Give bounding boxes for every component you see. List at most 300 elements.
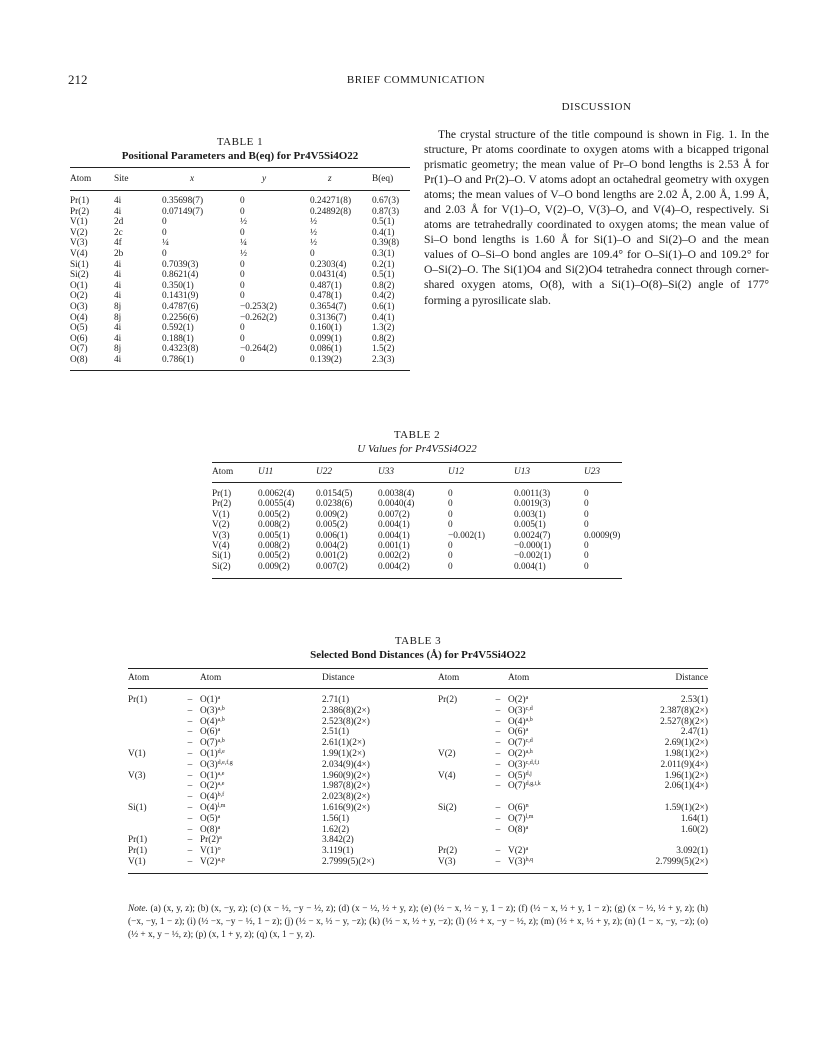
table-1-cell: 0.4323(8) bbox=[162, 344, 199, 355]
table-2-cell: 0 bbox=[448, 489, 453, 499]
table-3-cell: – bbox=[187, 695, 193, 705]
table-1-cell: 0.24892(8) bbox=[310, 206, 352, 217]
symmetry-code: a bbox=[217, 727, 221, 734]
table-3-cell: – bbox=[187, 813, 193, 824]
table-3-cell: 2.51(1) bbox=[322, 727, 350, 738]
table-3-cell: – bbox=[495, 770, 501, 781]
table-3-cell bbox=[200, 825, 322, 836]
table-1-cell: 0 bbox=[240, 259, 245, 270]
table-3-cell: – bbox=[187, 802, 193, 813]
table-1-caption-block bbox=[70, 135, 410, 163]
table-2-cell: 0.0024(7) bbox=[514, 530, 551, 541]
table-1-cell: 0.139(2) bbox=[310, 354, 342, 365]
table-3-cell bbox=[128, 760, 180, 771]
table-row bbox=[128, 825, 708, 836]
table-3-cell bbox=[128, 792, 180, 803]
table-2-cell: 0.0038(4) bbox=[378, 489, 415, 499]
table-3-cell: 2.7999(5)(2×) bbox=[322, 856, 375, 867]
table-3-cell bbox=[438, 760, 488, 771]
table-2-col-header: U23 bbox=[584, 467, 601, 477]
table-3-cell bbox=[200, 803, 322, 814]
table-3-cell: 3.119(1) bbox=[322, 846, 354, 857]
table-1-cell: O(7) bbox=[70, 344, 88, 355]
table-1-cell: 0.4(2) bbox=[372, 291, 395, 302]
table-3-cell: 2.53(1) bbox=[680, 695, 708, 705]
table-row bbox=[70, 313, 410, 324]
table-1-cell: 0.592(1) bbox=[162, 323, 194, 334]
table-1-cell: 0 bbox=[240, 270, 245, 281]
table-1-cell: ¼ bbox=[162, 238, 169, 249]
table-3-cell: – bbox=[187, 759, 193, 770]
table-3-cell: – bbox=[187, 716, 193, 727]
table-3-cell: 2.387(8)(2×) bbox=[660, 705, 708, 716]
table-2-col-header: U33 bbox=[378, 467, 395, 477]
table-3-atom: O(5) bbox=[200, 813, 218, 824]
symmetry-code: a,e bbox=[217, 770, 225, 777]
table-3-cell bbox=[508, 792, 608, 803]
table-3-cell bbox=[508, 803, 608, 814]
table-3-cell: 1.987(8)(2×) bbox=[322, 781, 370, 792]
symmetry-code: c,d,f,i bbox=[525, 759, 540, 766]
table-3-cell bbox=[508, 706, 608, 717]
table-1-col-header: y bbox=[262, 174, 267, 184]
table-2-label: TABLE 2 bbox=[393, 429, 441, 441]
table-2-col-header: U22 bbox=[316, 467, 333, 477]
table-row bbox=[128, 835, 708, 846]
table-3-cell: – bbox=[187, 781, 193, 792]
discussion-heading: DISCUSSION bbox=[561, 101, 632, 113]
table-1-cell: Si(2) bbox=[70, 270, 89, 281]
table-1-cell: 4i bbox=[114, 206, 122, 217]
table-3-cell: 1.616(9)(2×) bbox=[322, 802, 370, 813]
table-3-atom: O(7) bbox=[200, 738, 218, 749]
table-row bbox=[128, 727, 708, 738]
table-row bbox=[70, 207, 410, 218]
table-row bbox=[128, 857, 708, 873]
symmetry-code: h,q bbox=[525, 856, 534, 863]
table-1-cell: Pr(1) bbox=[70, 196, 90, 206]
table-row bbox=[70, 270, 410, 281]
table-row bbox=[212, 541, 622, 551]
table-3-cell: 3.092(1) bbox=[676, 846, 708, 857]
table-3-atom: O(6) bbox=[508, 802, 526, 813]
table-3-cell bbox=[200, 792, 322, 803]
table-1-cell: 0 bbox=[240, 354, 245, 365]
table-2-cell: 0.0009(9) bbox=[584, 530, 621, 541]
table-3-cell bbox=[488, 792, 508, 803]
table-3-cell bbox=[508, 825, 608, 836]
table-3-cell: V(2) bbox=[438, 748, 456, 759]
table-2-cell: Pr(2) bbox=[212, 499, 232, 510]
table-3-atom: O(8) bbox=[508, 824, 526, 835]
table-1-cell: 0.350(1) bbox=[162, 280, 194, 291]
table-1-cell: V(1) bbox=[70, 217, 88, 228]
symmetry-code: c,d bbox=[525, 738, 533, 745]
symmetry-code: a bbox=[219, 835, 222, 842]
table-2-cell: 0.009(2) bbox=[316, 509, 348, 520]
table-3-caption: Selected Bond Distances (Å) for Pr4V5Si4O22 bbox=[310, 649, 526, 661]
table-1-cell: 0.086(1) bbox=[310, 344, 342, 355]
table-3-cell bbox=[508, 857, 608, 873]
table-1-cell: V(4) bbox=[70, 248, 88, 259]
table-1-cell: Si(1) bbox=[70, 259, 89, 270]
table-3-atom: O(7) bbox=[508, 781, 526, 792]
table-3-note-text: (a) (x, y, z); (b) (x, −y, z); (c) (x − ½, −y − ½, z); (d) (x − ½, ½ + y, z); (e) (½ − x, ½ − y, 1 − z); (f) (½ − x, ½ + y, 1 − z); (g) (x − ½, ½ + y, z); (h) (−x, −y, 1 − z); (i) (½ −x, −y − ½, 1 − z); (j) (½ − x, ½ − y, −z); (k) (½ − x, ½ + y, −z); (l) (½ + x, −y − ½, z); (m) (½ + x, ½ + y, z); (n) (1 − x, −y, −z); (o) (½ + x, y − ½, z); (p) (x, 1 + y, z); (q) (x, 1 − y, z). bbox=[128, 904, 708, 940]
table-1-cell: 4i bbox=[114, 323, 122, 334]
table-3 bbox=[128, 634, 708, 874]
table-3-cell: – bbox=[187, 727, 193, 738]
table-2-grid bbox=[212, 462, 622, 579]
table-1-cell: 0.188(1) bbox=[162, 333, 194, 344]
table-1-cell: Pr(2) bbox=[70, 206, 90, 217]
table-2-cell: 0.0154(5) bbox=[316, 489, 353, 499]
table-2-cell: 0.005(2) bbox=[316, 520, 348, 531]
table-row bbox=[128, 803, 708, 814]
table-1-cell: V(2) bbox=[70, 227, 88, 238]
table-3-cell bbox=[508, 781, 608, 792]
table-2-cell: 0.005(1) bbox=[514, 520, 546, 531]
table-3-atom: O(7) bbox=[508, 813, 526, 824]
table-3-atom: V(1) bbox=[200, 846, 218, 857]
symmetry-code: l,m bbox=[525, 813, 534, 820]
table-3-cell: Pr(2) bbox=[438, 695, 458, 705]
table-2-col-header: Atom bbox=[212, 467, 234, 477]
table-1-cell: 4i bbox=[114, 291, 122, 302]
table-row bbox=[128, 792, 708, 803]
table-3-note-label: Note. bbox=[128, 904, 148, 914]
table-1-cell: 8j bbox=[114, 344, 122, 355]
table-3-cell bbox=[438, 717, 488, 728]
symmetry-code: a,p bbox=[217, 856, 225, 863]
table-2-cell: −0.000(1) bbox=[514, 541, 552, 552]
table-3-atom: V(2) bbox=[200, 856, 218, 867]
table-2-cell: 0 bbox=[584, 541, 589, 552]
table-2-cell: 0 bbox=[448, 541, 453, 552]
symmetry-code: c,d bbox=[525, 705, 533, 712]
table-1-cell: 0.487(1) bbox=[310, 280, 342, 291]
table-3-cell: 1.98(1)(2×) bbox=[664, 748, 708, 759]
table-2-cell: 0.007(2) bbox=[316, 561, 348, 572]
table-row bbox=[70, 281, 410, 292]
table-3-cell: – bbox=[495, 759, 501, 770]
table-1-cell: 0.8621(4) bbox=[162, 270, 199, 281]
symmetry-code: d,e bbox=[217, 748, 225, 755]
table-2-cell: 0.005(2) bbox=[258, 509, 290, 520]
table-1-cell: 0.6(1) bbox=[372, 301, 395, 312]
table-2-col-header: U11 bbox=[258, 467, 274, 477]
table-3-cell: 1.96(1)(2×) bbox=[664, 770, 708, 781]
table-1-caption: Positional Parameters and B(eq) for Pr4V5Si4O22 bbox=[121, 150, 359, 162]
table-1-col-header: z bbox=[328, 174, 332, 184]
table-3-label: TABLE 3 bbox=[394, 635, 442, 647]
table-3-cell bbox=[438, 706, 488, 717]
table-3-cell: V(4) bbox=[438, 770, 456, 781]
table-1-cell: 0.4(1) bbox=[372, 312, 395, 323]
table-3-cell bbox=[508, 689, 608, 706]
table-row bbox=[212, 483, 622, 500]
discussion-text: The crystal structure of the title compound is shown in Fig. 1. In the structure, Pr atoms coordinate to oxygen atoms with a bicapped trigonal prismatic geometry; the mean value of Pr–O bond lengths is 2.53 Å for Pr(1)–O and Pr(2)–O. V atoms adopt an octahedral geometry with oxygen atoms; the mean values of V–O bond lengths are 2.02 Å, 2.00 Å, 1.99 Å, and 2.03 Å for V(1)–O, V(2)–O, V(3)–O, and V(4)–O, respectively. Si atoms are tetrahedrally coordinated to oxygen atoms; the mean value of Si–O bond lengths is 1.60 Å for Si(1)–O and Si(2)–O and the mean values of O–Si–O bond angles are 109.4° for O–Si(1)–O and 109.2° for O–Si(2)–O. The Si(1)O4 and Si(2)O4 tetrahedra connect through corner-shared oxygen atoms, O(8), with a Si(1)–O(8)–Si(2) angle of 177° forming a pyrosilicate slab. bbox=[424, 128, 769, 307]
table-3-cell bbox=[508, 835, 608, 846]
discussion-section bbox=[424, 101, 769, 308]
table-3-cell: – bbox=[495, 856, 501, 867]
table-3-cell bbox=[128, 781, 180, 792]
table-3-cell bbox=[200, 727, 322, 738]
table-3-atom: O(3) bbox=[200, 759, 218, 770]
table-row bbox=[70, 291, 410, 302]
table-1-cell: 0 bbox=[162, 227, 167, 238]
table-row bbox=[212, 499, 622, 509]
table-3-cell bbox=[200, 857, 322, 873]
table-3-cell bbox=[508, 760, 608, 771]
table-3-cell: Si(1) bbox=[128, 802, 147, 813]
table-3-cell: – bbox=[495, 846, 501, 857]
table-3-cell: Pr(1) bbox=[128, 835, 148, 846]
table-2-cell: Pr(1) bbox=[212, 489, 232, 499]
table-1-cell: 8j bbox=[114, 312, 122, 323]
table-1-cell: 0 bbox=[240, 323, 245, 334]
table-1 bbox=[70, 135, 410, 371]
table-3-cell bbox=[508, 749, 608, 760]
table-1-cell: 2c bbox=[114, 227, 123, 238]
table-2-cell: 0.0062(4) bbox=[258, 489, 295, 499]
table-2-cell: Si(2) bbox=[212, 561, 231, 572]
page-number: 212 bbox=[68, 72, 88, 87]
table-3-cell: – bbox=[187, 705, 193, 716]
table-1-cell: ½ bbox=[310, 227, 317, 238]
table-3-cell bbox=[438, 738, 488, 749]
table-2-cell: 0 bbox=[584, 551, 589, 562]
symmetry-code: a bbox=[525, 695, 529, 701]
table-3-cell bbox=[438, 825, 488, 836]
symmetry-code: l,m bbox=[217, 802, 226, 809]
table-2-cell: 0.003(1) bbox=[514, 509, 546, 520]
table-3-cell: – bbox=[495, 824, 501, 835]
table-3-atom: O(3) bbox=[508, 759, 526, 770]
table-1-cell: V(3) bbox=[70, 238, 88, 249]
table-row bbox=[212, 562, 622, 579]
table-1-cell: 0.0431(4) bbox=[310, 270, 347, 281]
table-3-cell: 2.523(8)(2×) bbox=[322, 716, 370, 727]
table-3-cell bbox=[200, 846, 322, 857]
table-3-cell: Pr(1) bbox=[128, 695, 148, 705]
table-2-cell: 0.0238(6) bbox=[316, 499, 353, 510]
table-row bbox=[70, 355, 410, 370]
table-row bbox=[128, 846, 708, 857]
table-1-cell: 1.3(2) bbox=[372, 323, 395, 334]
table-1-cell: 0.5(1) bbox=[372, 217, 395, 228]
table-3-cell: – bbox=[495, 781, 501, 792]
table-1-cell: 0.67(3) bbox=[372, 196, 400, 206]
table-3-col-header: Atom bbox=[438, 673, 460, 683]
table-1-cell: 0.4787(6) bbox=[162, 301, 199, 312]
table-3-atom: O(1) bbox=[200, 748, 218, 759]
table-3-cell: 1.99(1)(2×) bbox=[322, 748, 366, 759]
symmetry-code: b,f bbox=[217, 792, 225, 799]
table-2-header-row bbox=[212, 463, 622, 483]
table-3-cell bbox=[508, 846, 608, 857]
symmetry-code: a bbox=[217, 824, 221, 831]
table-1-cell: 0.8(2) bbox=[372, 280, 395, 291]
table-3-cell bbox=[508, 717, 608, 728]
table-2-cell: 0.0019(3) bbox=[514, 499, 551, 510]
symmetry-code: a bbox=[525, 727, 529, 734]
table-1-cell: 0.160(1) bbox=[310, 323, 342, 334]
table-row bbox=[70, 249, 410, 260]
table-3-cell: – bbox=[495, 727, 501, 738]
table-1-cell: 2b bbox=[114, 248, 124, 259]
table-1-cell: 0 bbox=[240, 206, 245, 217]
table-3-cell bbox=[200, 814, 322, 825]
table-3-cell bbox=[508, 738, 608, 749]
table-2-cell: 0 bbox=[448, 520, 453, 531]
symmetry-code: a bbox=[217, 695, 221, 701]
table-3-cell bbox=[488, 835, 508, 846]
table-1-cell: O(8) bbox=[70, 354, 88, 365]
table-3-col-header: Atom bbox=[508, 673, 530, 683]
table-row bbox=[70, 238, 410, 249]
symmetry-code: a,e bbox=[217, 781, 225, 788]
table-1-cell: ¼ bbox=[240, 238, 247, 249]
table-2-cell: 0 bbox=[448, 499, 453, 510]
table-3-cell: – bbox=[187, 856, 193, 867]
table-1-cell: 0.2303(4) bbox=[310, 259, 347, 270]
table-1-cell: 1.5(2) bbox=[372, 344, 395, 355]
table-3-atom: O(4) bbox=[200, 792, 218, 803]
symmetry-code: a bbox=[525, 824, 529, 831]
table-3-atom: O(4) bbox=[508, 716, 526, 727]
table-2-cell: 0.009(2) bbox=[258, 561, 290, 572]
table-row bbox=[212, 551, 622, 561]
table-1-cell: ½ bbox=[240, 217, 247, 228]
table-3-cell: – bbox=[187, 738, 193, 749]
table-1-cell: 2d bbox=[114, 217, 124, 228]
table-1-cell: 0.478(1) bbox=[310, 291, 342, 302]
table-row bbox=[70, 191, 410, 207]
table-3-cell: 1.59(1)(2×) bbox=[664, 802, 708, 813]
table-1-cell: 0.1431(9) bbox=[162, 291, 199, 302]
table-3-cell: 2.7999(5)(2×) bbox=[655, 856, 708, 867]
table-1-cell: 0.7039(3) bbox=[162, 259, 199, 270]
table-1-cell: O(6) bbox=[70, 333, 88, 344]
table-2-cell: −0.002(1) bbox=[514, 551, 552, 562]
table-1-cell: 0.3(1) bbox=[372, 248, 395, 259]
running-head: BRIEF COMMUNICATION bbox=[346, 74, 486, 86]
table-3-cell bbox=[438, 835, 488, 846]
table-1-cell: O(1) bbox=[70, 280, 88, 291]
table-1-label: TABLE 1 bbox=[216, 136, 264, 148]
table-3-cell: Si(2) bbox=[438, 802, 457, 813]
symmetry-code: d,j bbox=[525, 770, 532, 777]
table-1-cell: 4i bbox=[114, 280, 122, 291]
table-2-cell: 0 bbox=[584, 489, 589, 499]
table-1-cell: 0.2256(6) bbox=[162, 312, 199, 323]
table-3-atom: V(2) bbox=[508, 846, 526, 857]
table-3-col-header: Atom bbox=[200, 673, 222, 683]
table-row bbox=[128, 781, 708, 792]
table-3-cell bbox=[438, 781, 488, 792]
table-1-cell: 0.3654(7) bbox=[310, 301, 347, 312]
table-3-cell: 1.62(2) bbox=[322, 824, 350, 835]
table-3-cell: V(1) bbox=[128, 856, 146, 867]
table-row bbox=[128, 814, 708, 825]
table-1-cell: ½ bbox=[310, 238, 317, 249]
table-3-cell: – bbox=[187, 770, 193, 781]
table-3-cell: – bbox=[495, 813, 501, 824]
table-2-cell: 0.004(1) bbox=[378, 520, 410, 531]
table-3-cell: – bbox=[187, 792, 193, 803]
table-1-cell: 0 bbox=[162, 248, 167, 259]
table-1-cell: O(2) bbox=[70, 291, 88, 302]
table-3-cell bbox=[200, 781, 322, 792]
table-row bbox=[212, 510, 622, 520]
table-3-cell: V(3) bbox=[128, 770, 146, 781]
table-3-grid bbox=[128, 668, 708, 874]
table-2-cell: 0.004(1) bbox=[378, 530, 410, 541]
symmetry-code: n bbox=[525, 802, 529, 809]
table-3-cell: V(1) bbox=[128, 748, 146, 759]
table-2-cell: 0.005(1) bbox=[258, 530, 290, 541]
table-1-cell: 4f bbox=[114, 238, 122, 249]
table-1-cell: 0.3136(7) bbox=[310, 312, 347, 323]
table-row bbox=[128, 760, 708, 771]
table-3-atom: O(2) bbox=[508, 748, 526, 759]
table-1-cell: O(3) bbox=[70, 301, 88, 312]
table-2-cell: −0.002(1) bbox=[448, 530, 486, 541]
table-2-cell: 0.008(2) bbox=[258, 541, 290, 552]
table-2-cell: 0.0040(4) bbox=[378, 499, 415, 510]
table-3-cell: Pr(1) bbox=[128, 846, 148, 857]
table-3-caption-block bbox=[128, 634, 708, 662]
table-3-atom: O(8) bbox=[200, 824, 218, 835]
table-3-atom: O(1) bbox=[200, 770, 218, 781]
table-3-cell: – bbox=[187, 748, 193, 759]
table-3-cell: – bbox=[495, 802, 501, 813]
table-3-cell: – bbox=[187, 824, 193, 835]
table-2-cell: 0 bbox=[448, 551, 453, 562]
table-3-cell: 2.47(1) bbox=[680, 727, 708, 738]
table-3-atom: O(4) bbox=[200, 716, 218, 727]
symmetry-code: d,e,f,g bbox=[217, 759, 233, 766]
table-3-cell bbox=[128, 738, 180, 749]
table-3-cell: – bbox=[187, 835, 193, 846]
table-1-cell: 0 bbox=[240, 227, 245, 238]
table-row bbox=[128, 771, 708, 782]
table-3-cell bbox=[200, 835, 322, 846]
table-2-cell: 0 bbox=[448, 509, 453, 520]
table-2-cell: 0.001(1) bbox=[378, 541, 410, 552]
table-1-col-header: x bbox=[190, 174, 195, 184]
table-3-cell bbox=[128, 706, 180, 717]
table-row bbox=[128, 738, 708, 749]
table-3-cell: – bbox=[495, 748, 501, 759]
symmetry-code: a,b bbox=[525, 716, 533, 723]
table-3-cell: – bbox=[495, 695, 501, 705]
table-3-cell: 2.023(8)(2×) bbox=[322, 792, 370, 803]
table-2-caption-block bbox=[212, 428, 622, 456]
table-1-cell: 0.2(1) bbox=[372, 259, 395, 270]
table-3-header-row bbox=[128, 669, 708, 689]
table-2-col-header: U13 bbox=[514, 467, 531, 477]
table-3-cell bbox=[608, 792, 708, 803]
table-3-cell bbox=[200, 749, 322, 760]
table-1-cell: 8j bbox=[114, 301, 122, 312]
table-2 bbox=[212, 428, 622, 579]
table-1-cell: O(4) bbox=[70, 312, 88, 323]
table-3-col-header: Atom bbox=[128, 673, 150, 683]
table-1-cell: 0.35698(7) bbox=[162, 196, 204, 206]
table-3-cell bbox=[438, 727, 488, 738]
table-3-cell: 2.527(8)(2×) bbox=[660, 716, 708, 727]
